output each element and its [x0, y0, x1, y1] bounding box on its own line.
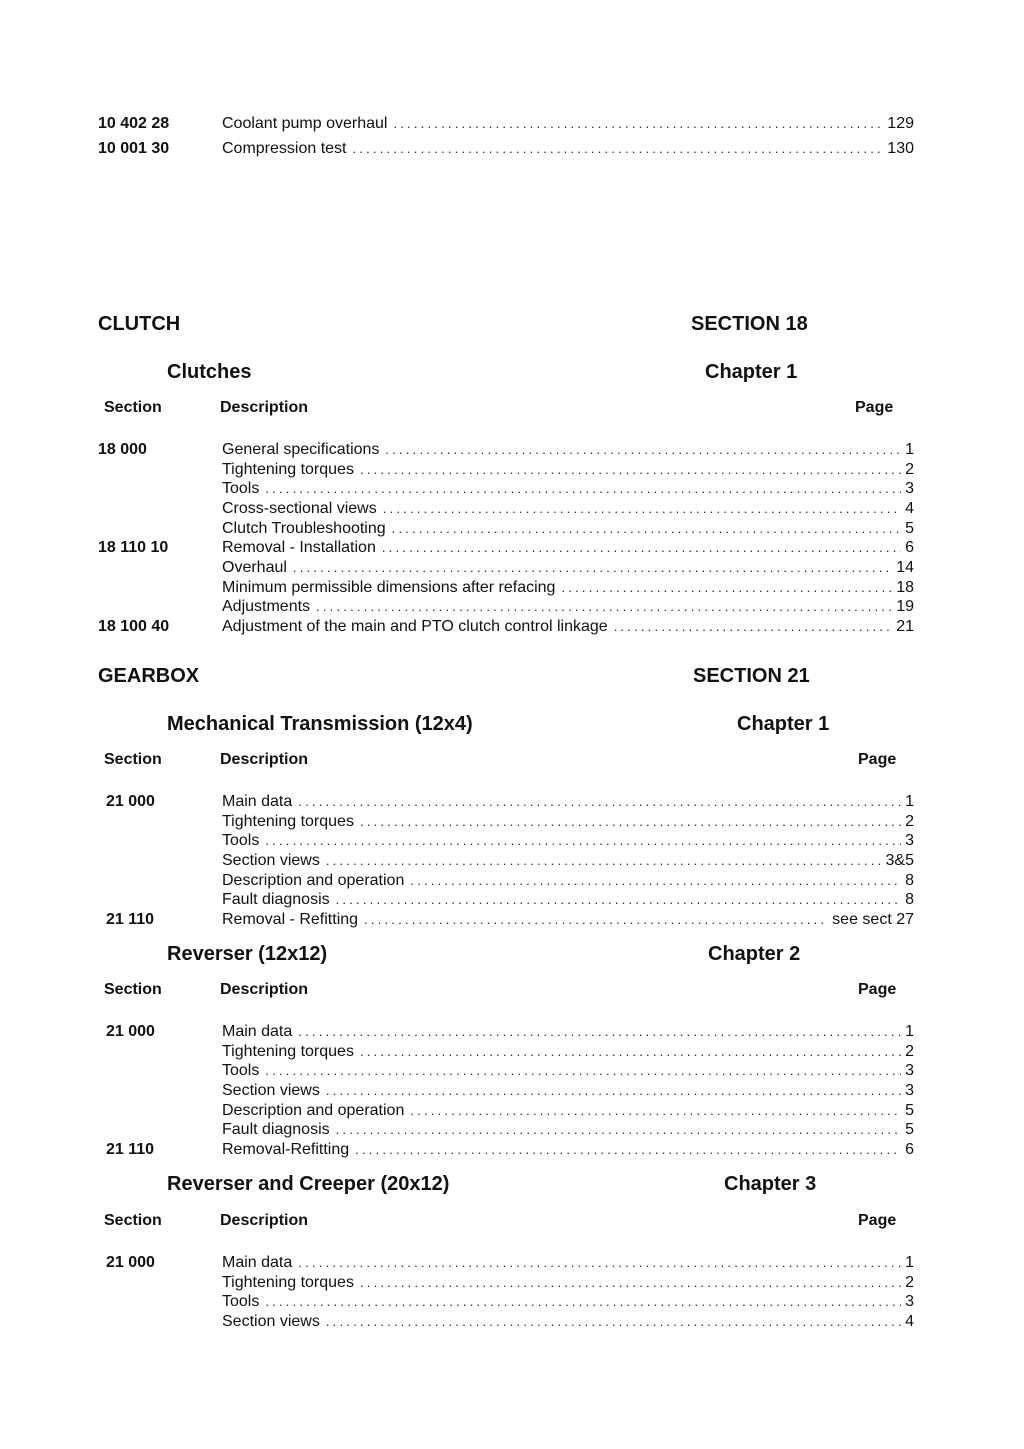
toc-row: [222, 479, 914, 499]
toc-row-page: 4: [905, 500, 914, 517]
toc-row: [222, 1022, 914, 1042]
toc-row: [222, 1120, 914, 1140]
toc-row-description: Description and operation: [222, 1102, 405, 1119]
section-number: SECTION 18: [691, 313, 808, 335]
toc-row-page: 18: [896, 579, 914, 596]
toc-row-page: 21: [896, 618, 914, 635]
toc-row-page: 8: [905, 872, 914, 889]
toc-row-description: Removal - Refitting: [222, 911, 359, 928]
toc-row-description: Main data: [222, 1254, 293, 1271]
dot-leader: [383, 499, 901, 519]
toc-row-description: Tightening torques: [222, 813, 354, 830]
dot-leader: [265, 1061, 901, 1081]
toc-row-page: 6: [905, 1141, 914, 1158]
toc-row: [222, 1312, 914, 1332]
dot-leader: [336, 1120, 901, 1140]
dot-leader: [410, 871, 901, 891]
toc-row-page: 3: [905, 1082, 914, 1099]
section-code: 18 000: [98, 441, 147, 458]
chapter-number: Chapter 3: [724, 1173, 817, 1195]
toc-row-description: Minimum permissible dimensions after refacing: [222, 579, 556, 596]
toc-row: [222, 558, 914, 578]
toc-row: [222, 1292, 914, 1312]
dot-leader: [385, 440, 901, 460]
dot-leader: [298, 1022, 901, 1042]
dot-leader: [316, 597, 892, 617]
toc-row-page: 5: [905, 1121, 914, 1138]
toc-row-description: Overhaul: [222, 559, 287, 576]
toc-row-description: Tightening torques: [222, 461, 354, 478]
dot-leader: [382, 538, 901, 558]
toc-row-page: 2: [905, 461, 914, 478]
toc-row-page: 3&5: [885, 852, 914, 869]
dot-leader: [326, 1081, 901, 1101]
toc-row-description: Cross-sectional views: [222, 500, 377, 517]
toc-row: [222, 792, 914, 812]
column-header-page: Page: [858, 1212, 897, 1229]
chapter-number: Chapter 2: [708, 943, 801, 965]
section-code: 21 110: [106, 911, 155, 928]
toc-row-description: Coolant pump overhaul: [222, 115, 388, 132]
toc-row-description: Section views: [222, 1313, 320, 1330]
dot-leader: [265, 1292, 901, 1312]
dot-leader: [360, 1273, 901, 1293]
toc-row-page: 3: [905, 1293, 914, 1310]
toc-row-page: 4: [905, 1313, 914, 1330]
toc-row-description: Tightening torques: [222, 1274, 354, 1291]
toc-row: [222, 1140, 914, 1160]
toc-row-page: 129: [887, 115, 914, 132]
toc-row-description: Removal-Refitting: [222, 1141, 350, 1158]
toc-row: [222, 597, 914, 617]
toc-row-description: Removal - Installation: [222, 539, 376, 556]
dot-leader: [326, 851, 882, 871]
dot-leader: [360, 1042, 901, 1062]
toc-row: [222, 1061, 914, 1081]
section-code: 21 000: [106, 793, 155, 810]
dot-leader: [360, 460, 901, 480]
dot-leader: [614, 617, 893, 637]
toc-row-description: Section views: [222, 1082, 320, 1099]
section-code: 18 100 40: [98, 618, 170, 635]
toc-row-page: 1: [905, 793, 914, 810]
toc-row: [222, 440, 914, 460]
column-header-section: Section: [104, 981, 162, 998]
toc-row-description: Clutch Troubleshooting: [222, 520, 386, 537]
toc-row-description: General specifications: [222, 441, 380, 458]
column-header-description: Description: [220, 1212, 309, 1229]
toc-row-page: see sect 27: [832, 911, 914, 928]
toc-row: [222, 890, 914, 910]
dot-leader: [561, 578, 892, 598]
section-code: 21 000: [106, 1254, 155, 1271]
toc-row: [222, 578, 914, 598]
toc-row: [222, 871, 914, 891]
chapter-number: Chapter 1: [705, 361, 798, 383]
toc-row-description: Main data: [222, 793, 293, 810]
dot-leader: [393, 114, 883, 134]
column-header-section: Section: [104, 751, 162, 768]
toc-row-page: 5: [905, 1102, 914, 1119]
toc-row-description: Section views: [222, 852, 320, 869]
toc-row: [222, 831, 914, 851]
column-header-page: Page: [858, 751, 897, 768]
column-header-page: Page: [858, 981, 897, 998]
toc-row: [222, 617, 914, 637]
toc-row-page: 1: [905, 441, 914, 458]
dot-leader: [353, 139, 884, 159]
toc-row-description: Tools: [222, 1293, 260, 1310]
toc-row: [222, 1101, 914, 1121]
toc-row: [222, 499, 914, 519]
chapter-number: Chapter 1: [737, 713, 830, 735]
toc-row: [222, 1042, 914, 1062]
toc-row-description: Tools: [222, 832, 260, 849]
toc-row-description: Description and operation: [222, 872, 405, 889]
column-header-page: Page: [855, 399, 894, 416]
toc-row: [222, 460, 914, 480]
dot-leader: [265, 831, 901, 851]
section-code: 21 110: [106, 1141, 155, 1158]
dot-leader: [392, 519, 901, 539]
toc-row-page: 1: [905, 1023, 914, 1040]
toc-row-page: 6: [905, 539, 914, 556]
toc-row: [222, 519, 914, 539]
column-header-description: Description: [220, 399, 309, 416]
toc-row: [222, 538, 914, 558]
toc-row: [222, 139, 914, 159]
chapter-name: Mechanical Transmission (12x4): [167, 713, 473, 735]
toc-row-page: 3: [905, 832, 914, 849]
toc-row: [222, 851, 914, 871]
entry-code: 10 001 30: [98, 140, 170, 157]
toc-row-description: Main data: [222, 1023, 293, 1040]
toc-row-description: Tools: [222, 480, 260, 497]
column-header-description: Description: [220, 981, 309, 998]
toc-row-description: Fault diagnosis: [222, 891, 330, 908]
toc-row: [222, 1273, 914, 1293]
dot-leader: [336, 890, 901, 910]
column-header-description: Description: [220, 751, 309, 768]
chapter-name: Clutches: [167, 361, 252, 383]
dot-leader: [355, 1140, 901, 1160]
dot-leader: [265, 479, 901, 499]
toc-row-description: Adjustments: [222, 598, 311, 615]
toc-row-page: 8: [905, 891, 914, 908]
toc-row: [222, 812, 914, 832]
dot-leader: [326, 1312, 901, 1332]
toc-row: [222, 1081, 914, 1101]
toc-row-page: 3: [905, 1062, 914, 1079]
toc-row-page: 130: [887, 140, 914, 157]
toc-row-description: Adjustment of the main and PTO clutch control linkage: [222, 618, 608, 635]
toc-row-page: 19: [896, 598, 914, 615]
dot-leader: [364, 910, 828, 930]
section-code: 21 000: [106, 1023, 155, 1040]
dot-leader: [360, 812, 901, 832]
chapter-name: Reverser (12x12): [167, 943, 328, 965]
toc-row-page: 5: [905, 520, 914, 537]
toc-row-description: Tools: [222, 1062, 260, 1079]
section-code: 18 110 10: [98, 539, 169, 556]
toc-row-page: 14: [896, 559, 914, 576]
toc-row-page: 2: [905, 1274, 914, 1291]
dot-leader: [293, 558, 892, 578]
toc-row-page: 1: [905, 1254, 914, 1271]
toc-row-page: 3: [905, 480, 914, 497]
column-header-section: Section: [104, 399, 162, 416]
group-title: GEARBOX: [98, 665, 200, 687]
toc-row-description: Fault diagnosis: [222, 1121, 330, 1138]
toc-row: [222, 910, 914, 930]
toc-row-page: 2: [905, 813, 914, 830]
toc-row-description: Tightening torques: [222, 1043, 354, 1060]
dot-leader: [298, 1253, 901, 1273]
dot-leader: [298, 792, 901, 812]
chapter-name: Reverser and Creeper (20x12): [167, 1173, 450, 1195]
group-title: CLUTCH: [98, 313, 181, 335]
section-number: SECTION 21: [693, 665, 810, 687]
entry-code: 10 402 28: [98, 115, 170, 132]
toc-row: [222, 114, 914, 134]
toc-row: [222, 1253, 914, 1273]
dot-leader: [410, 1101, 901, 1121]
toc-row-description: Compression test: [222, 140, 347, 157]
toc-row-page: 2: [905, 1043, 914, 1060]
column-header-section: Section: [104, 1212, 162, 1229]
